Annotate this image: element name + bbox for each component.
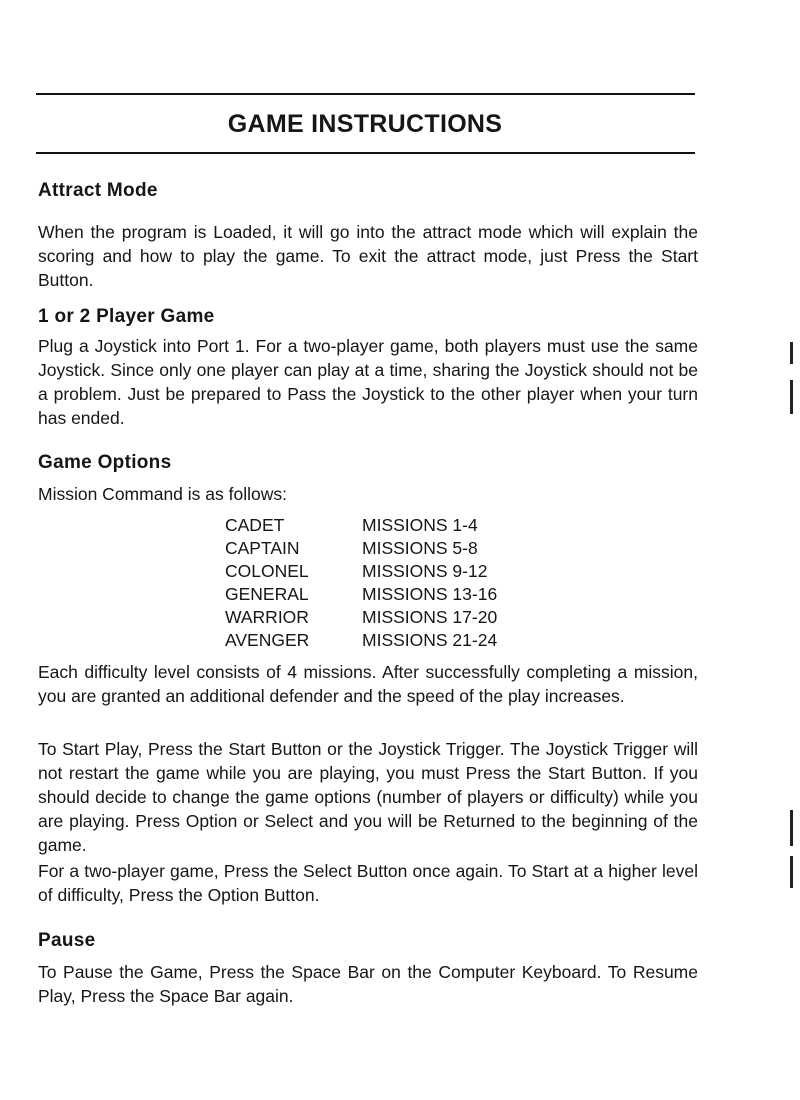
mission-rank: CADET	[225, 515, 285, 535]
mission-row	[225, 583, 497, 606]
two-player-text: For a two-player game, Press the Select Button once again. To Start at a higher level of difficulty, Press the Option Button.	[38, 861, 698, 905]
player-game-text: Plug a Joystick into Port 1. For a two-player game, both players must use the same Joystick. Since only one player can play at a time, sharing the Joystick should not be a problem. Just be prepared to Pass the Joystick to the other player when your turn has ended.	[38, 336, 698, 428]
attract-mode-text: When the program is Loaded, it will go into the attract mode which will explain the scoring and how to play the game. To exit the attract mode, just Press the Start Button.	[38, 222, 698, 290]
game-options-intro: Mission Command is as follows:	[38, 484, 287, 504]
mission-rank: COLONEL	[225, 561, 309, 581]
mission-rank: WARRIOR	[225, 607, 309, 627]
mission-row	[225, 537, 497, 560]
top-rule	[36, 93, 695, 95]
pause-text: To Pause the Game, Press the Space Bar on the Computer Keyboard. To Resume Play, Press the Space Bar again.	[38, 962, 698, 1006]
mission-range: MISSIONS 21-24	[362, 630, 498, 650]
binding-mark	[790, 810, 793, 846]
page-title: GAME INSTRUCTIONS	[227, 110, 503, 138]
pause-heading: Pause	[38, 930, 96, 951]
mission-range: MISSIONS 5-8	[362, 538, 478, 558]
attract-mode-heading: Attract Mode	[38, 180, 158, 201]
binding-mark	[790, 856, 793, 888]
bottom-rule	[36, 152, 695, 154]
mission-range: MISSIONS 17-20	[362, 607, 498, 627]
mission-rank: GENERAL	[225, 584, 309, 604]
mission-row	[225, 514, 497, 537]
mission-range: MISSIONS 9-12	[362, 561, 488, 581]
mission-row	[225, 606, 497, 629]
difficulty-text: Each difficulty level consists of 4 missions. After successfully completing a mission, you are granted an additional defender and the speed of the play increases.	[38, 662, 698, 706]
mission-row	[225, 629, 497, 652]
mission-range: MISSIONS 13-16	[362, 584, 498, 604]
mission-table	[225, 514, 497, 652]
binding-mark	[790, 380, 793, 414]
mission-rank: CAPTAIN	[225, 538, 300, 558]
start-play-text: To Start Play, Press the Start Button or the Joystick Trigger. The Joystick Trigger will not restart the game while you are playing, you must Press the Start Button. If you should decide to change the game options (number of players or difficulty) while you are playing. Press Option or Select and you will be Returned to the beginning of the game.	[38, 739, 698, 855]
game-options-heading: Game Options	[38, 452, 172, 473]
mission-rank: AVENGER	[225, 630, 310, 650]
mission-range: MISSIONS 1-4	[362, 515, 478, 535]
player-game-heading: 1 or 2 Player Game	[38, 306, 215, 327]
mission-row	[225, 560, 497, 583]
binding-mark	[790, 342, 793, 364]
